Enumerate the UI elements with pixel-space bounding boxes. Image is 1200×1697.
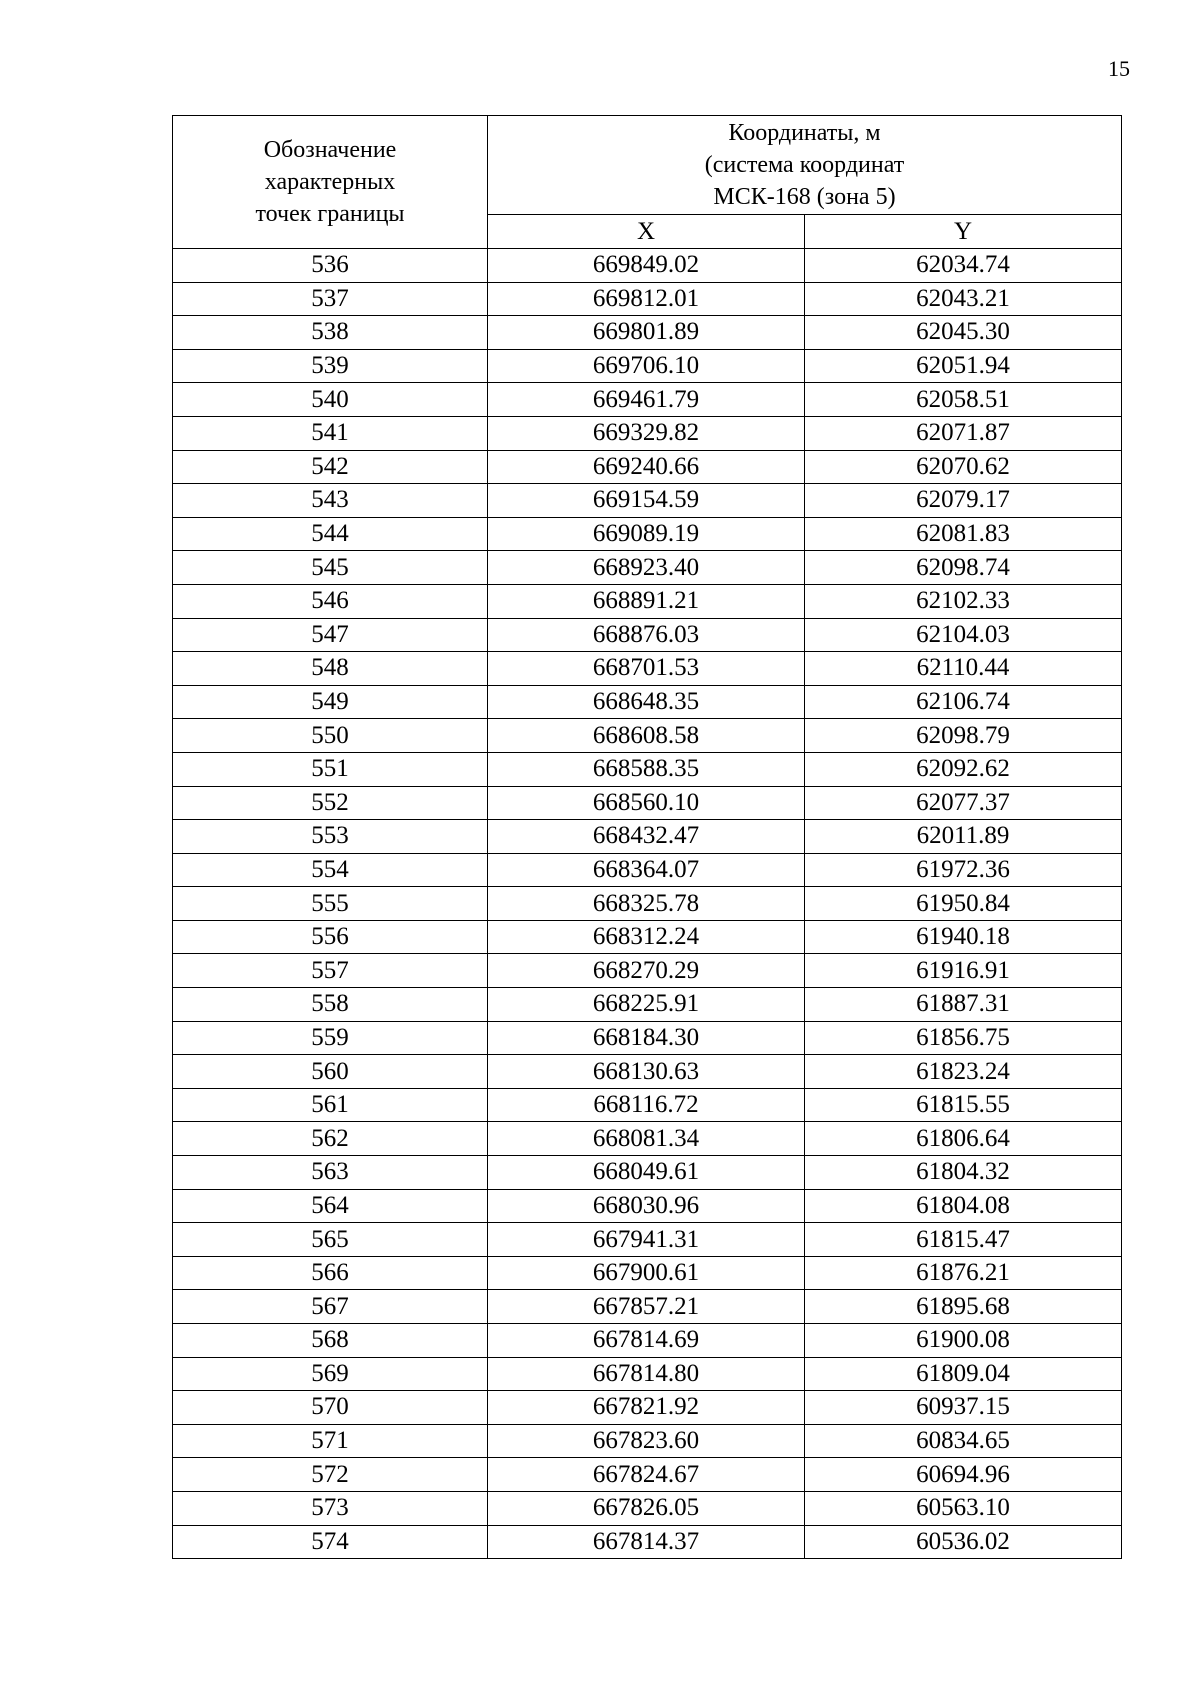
cell-x: 668923.40 (488, 551, 805, 585)
cell-y: 62034.74 (805, 249, 1122, 283)
header-x: X (488, 215, 805, 249)
cell-x: 668701.53 (488, 652, 805, 686)
cell-x: 668225.91 (488, 988, 805, 1022)
cell-point: 548 (173, 652, 488, 686)
cell-point: 562 (173, 1122, 488, 1156)
header-coordinates (488, 116, 1122, 215)
cell-y: 61804.32 (805, 1156, 1122, 1190)
cell-point: 560 (173, 1055, 488, 1089)
cell-x: 667814.69 (488, 1324, 805, 1358)
page-number: 15 (1108, 56, 1130, 81)
cell-point: 542 (173, 450, 488, 484)
cell-x: 667941.31 (488, 1223, 805, 1257)
cell-y: 60694.96 (805, 1458, 1122, 1492)
table-row (173, 1189, 1122, 1223)
cell-point: 563 (173, 1156, 488, 1190)
cell-y: 61916.91 (805, 954, 1122, 988)
table-row (173, 1424, 1122, 1458)
cell-y: 62071.87 (805, 416, 1122, 450)
cell-point: 551 (173, 752, 488, 786)
cell-y: 61809.04 (805, 1357, 1122, 1391)
header-coords-line1: Координаты, м (728, 120, 881, 146)
table-row (173, 1256, 1122, 1290)
cell-y: 60563.10 (805, 1491, 1122, 1525)
cell-y: 62110.44 (805, 652, 1122, 686)
cell-x: 667814.80 (488, 1357, 805, 1391)
table-row (173, 1055, 1122, 1089)
cell-point: 552 (173, 786, 488, 820)
cell-point: 537 (173, 282, 488, 316)
cell-y: 62077.37 (805, 786, 1122, 820)
table-row (173, 1357, 1122, 1391)
cell-point: 545 (173, 551, 488, 585)
table-row (173, 652, 1122, 686)
header-point-line1: Обозначение (263, 137, 397, 163)
cell-point: 543 (173, 484, 488, 518)
cell-y: 61900.08 (805, 1324, 1122, 1358)
cell-point: 567 (173, 1290, 488, 1324)
cell-x: 668184.30 (488, 1021, 805, 1055)
cell-y: 62070.62 (805, 450, 1122, 484)
cell-y: 60536.02 (805, 1525, 1122, 1559)
cell-point: 559 (173, 1021, 488, 1055)
table-row (173, 1290, 1122, 1324)
cell-y: 61950.84 (805, 887, 1122, 921)
cell-x: 669812.01 (488, 282, 805, 316)
table-row (173, 954, 1122, 988)
table-row (173, 282, 1122, 316)
cell-point: 541 (173, 416, 488, 450)
cell-point: 556 (173, 920, 488, 954)
cell-x: 668560.10 (488, 786, 805, 820)
cell-x: 668432.47 (488, 820, 805, 854)
cell-point: 555 (173, 887, 488, 921)
header-point-designation (173, 116, 488, 249)
cell-point: 540 (173, 383, 488, 417)
cell-point: 553 (173, 820, 488, 854)
cell-x: 668030.96 (488, 1189, 805, 1223)
cell-point: 571 (173, 1424, 488, 1458)
header-coords-line3: МСК-168 (зона 5) (713, 184, 896, 210)
table-row (173, 820, 1122, 854)
cell-x: 667821.92 (488, 1391, 805, 1425)
cell-y: 62043.21 (805, 282, 1122, 316)
cell-point: 558 (173, 988, 488, 1022)
cell-point: 539 (173, 349, 488, 383)
table-row (173, 484, 1122, 518)
table-row (173, 1491, 1122, 1525)
cell-y: 61940.18 (805, 920, 1122, 954)
cell-y: 62098.74 (805, 551, 1122, 585)
cell-x: 668891.21 (488, 584, 805, 618)
cell-point: 569 (173, 1357, 488, 1391)
table-row (173, 1223, 1122, 1257)
cell-point: 546 (173, 584, 488, 618)
cell-y: 61887.31 (805, 988, 1122, 1022)
cell-x: 667814.37 (488, 1525, 805, 1559)
cell-point: 547 (173, 618, 488, 652)
cell-x: 668588.35 (488, 752, 805, 786)
cell-y: 61806.64 (805, 1122, 1122, 1156)
header-point-line3: точек границы (255, 201, 405, 227)
cell-y: 61856.75 (805, 1021, 1122, 1055)
cell-x: 667823.60 (488, 1424, 805, 1458)
cell-point: 566 (173, 1256, 488, 1290)
cell-y: 62104.03 (805, 618, 1122, 652)
table-row (173, 1021, 1122, 1055)
cell-point: 570 (173, 1391, 488, 1425)
cell-x: 669329.82 (488, 416, 805, 450)
table-row (173, 249, 1122, 283)
table-row (173, 450, 1122, 484)
cell-x: 667857.21 (488, 1290, 805, 1324)
cell-point: 536 (173, 249, 488, 283)
cell-y: 62051.94 (805, 349, 1122, 383)
cell-x: 669706.10 (488, 349, 805, 383)
cell-x: 668130.63 (488, 1055, 805, 1089)
cell-x: 667826.05 (488, 1491, 805, 1525)
cell-y: 62092.62 (805, 752, 1122, 786)
table-row (173, 1156, 1122, 1190)
table-row (173, 1458, 1122, 1492)
cell-y: 62045.30 (805, 316, 1122, 350)
cell-point: 557 (173, 954, 488, 988)
cell-x: 668312.24 (488, 920, 805, 954)
table-row (173, 786, 1122, 820)
cell-y: 62102.33 (805, 584, 1122, 618)
cell-x: 668081.34 (488, 1122, 805, 1156)
header-point-line2: характерных (264, 169, 396, 195)
table-row (173, 988, 1122, 1022)
table-row (173, 416, 1122, 450)
cell-y: 61876.21 (805, 1256, 1122, 1290)
cell-y: 61815.55 (805, 1088, 1122, 1122)
cell-y: 62081.83 (805, 517, 1122, 551)
table-row (173, 887, 1122, 921)
cell-point: 565 (173, 1223, 488, 1257)
cell-x: 668876.03 (488, 618, 805, 652)
cell-x: 667824.67 (488, 1458, 805, 1492)
cell-y: 61804.08 (805, 1189, 1122, 1223)
cell-x: 668648.35 (488, 685, 805, 719)
cell-y: 60937.15 (805, 1391, 1122, 1425)
header-y: Y (805, 215, 1122, 249)
table-row (173, 853, 1122, 887)
cell-x: 668608.58 (488, 719, 805, 753)
table-row (173, 752, 1122, 786)
table-row (173, 349, 1122, 383)
table-row (173, 685, 1122, 719)
cell-y: 62079.17 (805, 484, 1122, 518)
cell-point: 573 (173, 1491, 488, 1525)
cell-y: 61895.68 (805, 1290, 1122, 1324)
coordinates-table (172, 115, 1122, 1559)
cell-x: 668270.29 (488, 954, 805, 988)
cell-point: 549 (173, 685, 488, 719)
cell-point: 538 (173, 316, 488, 350)
cell-point: 554 (173, 853, 488, 887)
table-row (173, 584, 1122, 618)
cell-x: 669801.89 (488, 316, 805, 350)
table-row (173, 551, 1122, 585)
cell-point: 550 (173, 719, 488, 753)
cell-point: 544 (173, 517, 488, 551)
table-row (173, 1391, 1122, 1425)
cell-x: 668049.61 (488, 1156, 805, 1190)
cell-x: 669849.02 (488, 249, 805, 283)
cell-y: 61972.36 (805, 853, 1122, 887)
cell-y: 62106.74 (805, 685, 1122, 719)
table-row (173, 1525, 1122, 1559)
cell-y: 61815.47 (805, 1223, 1122, 1257)
table-row (173, 920, 1122, 954)
table-row (173, 1324, 1122, 1358)
cell-point: 561 (173, 1088, 488, 1122)
cell-x: 669240.66 (488, 450, 805, 484)
cell-x: 668364.07 (488, 853, 805, 887)
header-coords-line2: (система координат (704, 152, 905, 178)
table-row (173, 517, 1122, 551)
cell-point: 574 (173, 1525, 488, 1559)
cell-y: 62011.89 (805, 820, 1122, 854)
cell-point: 564 (173, 1189, 488, 1223)
table-row (173, 383, 1122, 417)
table-row (173, 1088, 1122, 1122)
table-body (173, 249, 1122, 1559)
cell-y: 61823.24 (805, 1055, 1122, 1089)
cell-x: 669461.79 (488, 383, 805, 417)
table-row (173, 1122, 1122, 1156)
cell-y: 60834.65 (805, 1424, 1122, 1458)
cell-point: 572 (173, 1458, 488, 1492)
table-header (173, 116, 1122, 249)
cell-x: 669089.19 (488, 517, 805, 551)
cell-point: 568 (173, 1324, 488, 1358)
table-row (173, 316, 1122, 350)
cell-x: 669154.59 (488, 484, 805, 518)
cell-y: 62058.51 (805, 383, 1122, 417)
cell-x: 667900.61 (488, 1256, 805, 1290)
table-row (173, 719, 1122, 753)
cell-y: 62098.79 (805, 719, 1122, 753)
table-row (173, 618, 1122, 652)
cell-x: 668325.78 (488, 887, 805, 921)
cell-x: 668116.72 (488, 1088, 805, 1122)
